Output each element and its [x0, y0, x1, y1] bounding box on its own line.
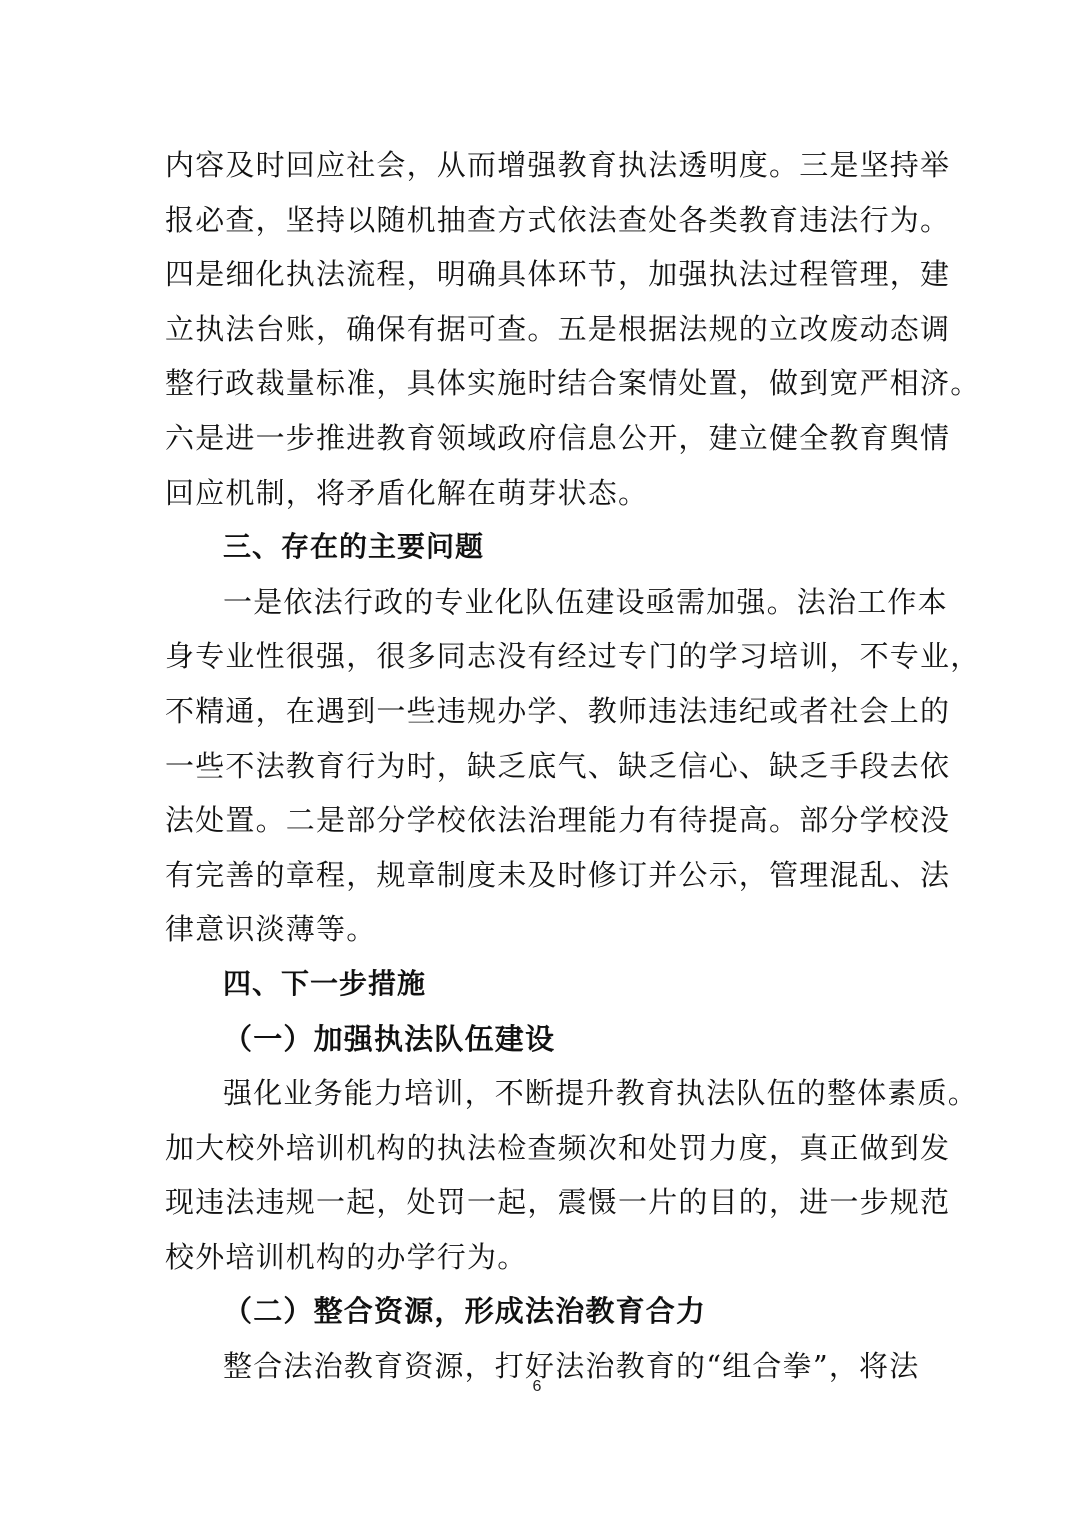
page-number: 6	[532, 1378, 542, 1395]
text-line: 身专业性很强，很多同志没有经过专门的学习培训，不专业，	[165, 639, 981, 674]
text-line: 法处置。二是部分学校依法治理能力有待提高。部分学校没	[165, 803, 951, 838]
text-line: 加大校外培训机构的执法检查频次和处罚力度，真正做到发	[165, 1130, 951, 1165]
text-line: 一是依法行政的专业化队伍建设亟需加强。法治工作本	[223, 584, 948, 619]
text-line: 整合法治教育资源，打好法治教育的“组合拳”，将法	[223, 1349, 920, 1384]
subsection-heading: （一）加强执法队伍建设	[223, 1021, 556, 1056]
text-line: 一些不法教育行为时，缺乏底气、缺乏信心、缺乏手段去依	[165, 748, 951, 783]
text-line: 回应机制，将矛盾化解在萌芽状态。	[165, 475, 649, 510]
section-heading: 四、下一步措施	[223, 966, 427, 1000]
text-line: 四是细化执法流程，明确具体环节，加强执法过程管理，建	[165, 257, 951, 292]
text-line: 内容及时回应社会，从而增强教育执法透明度。三是坚持举	[165, 148, 951, 182]
text-line: 报必查，坚持以随机抽查方式依法查处各类教育违法行为。	[165, 202, 951, 237]
section-heading: 三、存在的主要问题	[223, 530, 485, 564]
text-line: 整行政裁量标准，具体实施时结合案情处置，做到宽严相济。	[165, 366, 981, 401]
text-line: 有完善的章程，规章制度未及时修订并公示，管理混乱、法	[165, 857, 951, 892]
text-line: 律意识淡薄等。	[165, 912, 377, 947]
text-line: 强化业务能力培训，不断提升教育执法队伍的整体素质。	[223, 1076, 979, 1111]
body-text	[165, 138, 981, 1394]
text-line: 立执法台账，确保有据可查。五是根据法规的立改废动态调	[165, 311, 951, 346]
text-line: 校外培训机构的办学行为。	[165, 1239, 528, 1274]
text-line: 不精通，在遇到一些违规办学、教师违法违纪或者社会上的	[165, 693, 951, 728]
text-line: 六是进一步推进教育领域政府信息公开，建立健全教育舆情	[165, 420, 951, 455]
text-line: 现违法违规一起，处罚一起，震慑一片的目的，进一步规范	[165, 1185, 951, 1220]
subsection-heading: （二）整合资源，形成法治教育合力	[223, 1294, 707, 1329]
